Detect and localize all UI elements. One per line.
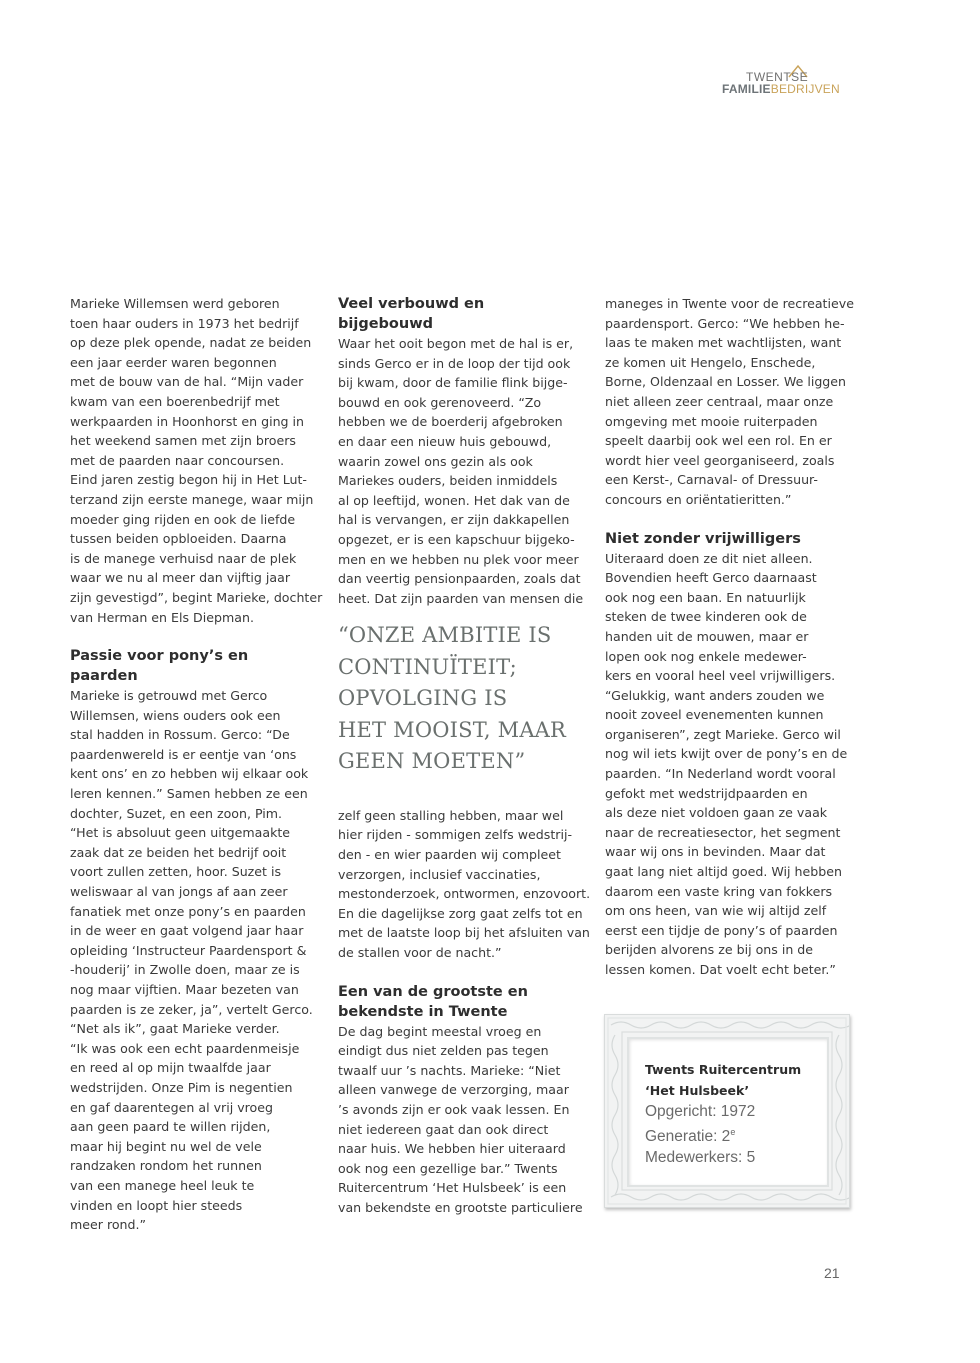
text-line: nog wil iets kwijt over de pony’s en de: [605, 746, 848, 762]
text-line: Uiteraard doen ze dit niet alleen.: [605, 550, 813, 566]
text-line: Ruitercentrum ‘Het Hulsbeek’ is een: [338, 1180, 567, 1196]
text-line: speelt daarbij ook wel een rol. En er: [605, 433, 832, 449]
text-line: en daar een nieuw huis gebouwd,: [338, 433, 552, 449]
text-line: men en we hebben nu plek voor meer: [338, 551, 579, 567]
text-line: niet iedereen gaat dan ook direct: [338, 1121, 549, 1137]
pull-quote: [338, 620, 584, 778]
text-line: niet alleen zeer centraal, maar onze: [605, 393, 834, 409]
heading-line: bekendste in Twente: [338, 1003, 508, 1020]
company-info: [645, 1059, 801, 1168]
text-line: twaalf uur ’s nachts. Marieke: “Niet: [338, 1062, 561, 1078]
text-line: maneges in Twente voor de recreatieve: [605, 296, 854, 311]
text-line: den - en wier paarden wij compleet: [338, 847, 561, 862]
text-line: en reed al op mijn twaalfde jaar: [70, 1060, 271, 1076]
text-line: een Kerst-, Carnaval- of Dressuur-: [605, 472, 818, 488]
body-paragraph: [338, 806, 591, 963]
section-heading-passie: Passie voor pony’s en paarden: [70, 648, 249, 685]
text-line: met de bouw van de hal. “Mijn vader: [70, 374, 304, 390]
text-line: maar hij begint nu wel de vele: [70, 1138, 262, 1154]
text-line: hal is vervangen, er zijn dakkapellen: [338, 512, 570, 528]
text-line: “Gelukkig, want anders zouden we: [605, 687, 825, 703]
text-line: hebben we de boerderij afgebroken: [338, 414, 563, 430]
text-line: toen haar ouders in 1973 het bedrijf: [70, 315, 299, 331]
text-line: berijden alvorens ze bij ons in de: [605, 942, 814, 958]
text-line: verzorgen, inclusief vaccinaties,: [338, 866, 541, 882]
text-line: De dag begint meestal vroeg en: [338, 1023, 542, 1039]
body-paragraph: [605, 294, 854, 510]
text-line: een jaar eerder waren begonnen: [70, 354, 277, 370]
text-line: op deze plek opende, nadat ze beiden: [70, 335, 312, 351]
body-paragraph: [70, 686, 316, 1235]
text-line: naar de recreatiesector, het segment: [605, 824, 841, 840]
text-line: alleen vanwege de verzorging, maar: [338, 1082, 569, 1098]
text-line: Bovendien heeft Gerco daarnaast: [605, 570, 817, 586]
page-number: 21: [824, 1265, 840, 1281]
text-line: gaat lang niet altijd goed. Wij hebben: [605, 864, 842, 880]
text-line: weliswaar al van jongs af aan zeer: [70, 884, 288, 900]
text-line: kwam van een boerenbedrijf met: [70, 393, 280, 409]
text-line: bouwd en ook gerenoveerd. “Zo: [338, 394, 542, 410]
text-line: werkpaarden in Hoonhorst en ging in: [70, 413, 305, 429]
text-line: naar huis. We hebben hier uiteraard: [338, 1141, 566, 1157]
text-line: meer rond.”: [70, 1217, 147, 1233]
text-line: randzaken rondom het runnen: [70, 1158, 262, 1174]
text-line: sinds Gerco er in de loop der tijd ook: [338, 355, 571, 371]
section-heading-grootste: [338, 982, 584, 1022]
text-line: En die dagelijkse zorg gaat zelfs tot en: [338, 905, 583, 921]
text-line: ook nog een gezellige bar.” Twents: [338, 1160, 558, 1176]
text-line: eerst een tijdje de pony’s of paarden: [605, 922, 838, 938]
text-line: handen uit de mouwen, maar er: [605, 628, 809, 644]
text-line: ook nog een baan. En natuurlijk: [605, 589, 806, 605]
logo-family-text: FAMILIE: [722, 82, 771, 96]
intro-paragraph: [70, 294, 323, 627]
quote-line: CONTINUÏTEIT;: [338, 654, 517, 679]
text-line: nog maar vijftien. Maar bezeten van: [70, 982, 299, 997]
body-paragraph: [605, 549, 851, 980]
text-line: nooit zoveel evenementen kunnen: [605, 707, 824, 723]
text-line: Marieke Willemsen werd geboren: [70, 296, 280, 311]
text-line: kent ons’ en zo hebben wij elkaar ook: [70, 766, 309, 782]
text-line: “Net als ik”, gaat Marieke verder.: [70, 1021, 280, 1037]
text-line: Waar het ooit begon met de hal is er,: [338, 336, 574, 351]
text-line: van bekendste en grootste particuliere: [338, 1199, 583, 1215]
logo-top-text: TWENTSE: [746, 70, 809, 84]
generation-suffix: e: [730, 1127, 736, 1137]
column-3: [605, 294, 854, 980]
text-line: ze komen uit Hengelo, Enschede,: [605, 354, 816, 370]
text-line: paarden is ze zeker, ja”, vertelt Gerco.: [70, 1001, 313, 1017]
text-line: waar wij ons in bevinden. Maar dat: [605, 844, 826, 860]
text-line: als deze niet voldoen gaan ze vaak: [605, 805, 828, 821]
text-line: daarom een vaste kring van fokkers: [605, 883, 833, 899]
generation: [645, 1122, 801, 1147]
text-line: het weekend samen met zijn broers: [70, 433, 296, 449]
text-line: heet. Dat zijn paarden van mensen die: [338, 590, 584, 606]
text-line: -houderij’ in Zwolle doen, maar ze is: [70, 962, 300, 978]
text-line: ’s avonds zijn er ook vaak lessen. En: [338, 1101, 570, 1117]
text-line: al op leeftijd, wonen. Het dak van de: [338, 492, 570, 508]
text-line: terzand zijn eerste manege, waar mijn: [70, 491, 314, 507]
text-line: om ons heen, van wie wij altijd zelf: [605, 903, 827, 919]
text-line: wordt hier veel georganiseerd, zoals: [605, 452, 835, 468]
company-info-frame: [604, 1014, 850, 1208]
logo-business-text: BEDRIJVEN: [770, 82, 840, 96]
generation-label: Generatie: 2: [645, 1128, 731, 1146]
text-line: is de manege verhuisd naar de plek: [70, 550, 297, 566]
section-heading-vrijwilligers: Niet zonder vrijwilligers: [605, 530, 801, 547]
text-line: Willemsen, wiens ouders ook een: [70, 707, 281, 723]
text-line: hier rijden - sommigen zelfs wedstrij-: [338, 827, 573, 843]
text-line: paarden. “In Nederland wordt vooral: [605, 766, 836, 782]
text-line: met de laatste loop bij het afsluiten van: [338, 925, 590, 941]
text-line: tussen beiden opbloeiden. Daarna: [70, 531, 287, 547]
text-line: Mariekes ouders, beiden inmiddels: [338, 473, 558, 489]
text-line: “Het is absoluut geen uitgemaakte: [70, 825, 291, 841]
text-line: fanatiek met onze pony’s en paarden: [70, 903, 306, 919]
section-heading-verbouwd: Veel verbouwd en bijgebouwd: [338, 296, 485, 332]
text-line: dochter, Suzet, en een zoon, Pim.: [70, 805, 283, 821]
text-line: wedstrijden. Onze Pim is negentien: [70, 1079, 293, 1095]
text-line: opleiding ‘Instructeur Paardensport &: [70, 942, 307, 958]
text-line: kers en vooral heel veel vrijwilligers.: [605, 668, 836, 684]
company-name-line2: ‘Het Hulsbeek’: [645, 1083, 750, 1098]
brand-logo: [722, 64, 862, 104]
text-line: steken de twee kinderen ook de: [605, 609, 807, 625]
quote-line: “ONZE AMBITIE IS: [338, 623, 552, 648]
text-line: bij kwam, door de familie flink bijge-: [338, 375, 568, 391]
text-line: stal hadden in Rossum. Gerco: “De: [70, 727, 290, 743]
text-line: mestonderzoek, ontwormen, enzovoort.: [338, 886, 591, 902]
body-paragraph: [338, 1022, 584, 1218]
text-line: met de paarden naar concoursen.: [70, 452, 285, 468]
text-line: voort zullen zetten, hoor. Suzet is: [70, 864, 282, 880]
heading-line: Een van de grootste en: [338, 983, 528, 1000]
logo-bottom-text: [722, 82, 840, 96]
body-paragraph: [338, 334, 584, 608]
text-line: leren kennen.” Samen hebben ze een: [70, 786, 308, 802]
quote-line: OPVOLGING IS: [338, 686, 508, 711]
text-line: waarin zowel ons gezin als ook: [338, 453, 533, 469]
text-line: opgezet, er is een kapschuur bijgeko-: [338, 531, 575, 547]
text-line: “Ik was ook een echt paardenmeisje: [70, 1040, 300, 1056]
text-line: concours en oriëntatieritten.”: [605, 491, 792, 507]
text-line: en gaf daarentegen al vrij vroeg: [70, 1099, 274, 1115]
text-line: aan geen paard te willen rijden,: [70, 1119, 271, 1135]
text-line: omgeving met mooie ruiterpaden: [605, 413, 818, 429]
founded-year: Opgericht: 1972: [645, 1103, 756, 1120]
text-line: van Herman en Els Diepman.: [70, 609, 254, 625]
text-line: lessen komen. Dat voelt echt beter.”: [605, 962, 836, 977]
text-line: van een manege heel leuk te: [70, 1177, 255, 1193]
column-1: [70, 294, 323, 1235]
text-line: paardensport. Gerco: “We hebben he-: [605, 315, 845, 331]
text-line: moeder ging rijden en ook de liefde: [70, 511, 296, 527]
company-name-line1: Twents Ruitercentrum: [645, 1062, 802, 1077]
text-line: waar we nu al meer dan vijftig jaar: [70, 570, 291, 586]
employee-count: Medewerkers: 5: [645, 1149, 756, 1167]
text-line: lopen ook nog enkele medewer-: [605, 648, 807, 664]
text-line: laas te maken met wachtlijsten, want: [605, 335, 842, 351]
text-line: in de weer en gaat volgend jaar haar: [70, 923, 304, 939]
quote-line: GEEN MOETEN”: [338, 749, 526, 774]
frame-inner-panel: [627, 1037, 829, 1187]
text-line: zelf geen stalling hebben, maar wel: [338, 807, 564, 823]
text-line: zaak dat ze beiden het bedrijf ooit: [70, 844, 287, 860]
text-line: organiseren”, zegt Marieke. Gerco wil: [605, 726, 841, 742]
text-line: de stallen voor de nacht.”: [338, 944, 502, 960]
text-line: Marieke is getrouwd met Gerco: [70, 688, 268, 704]
text-line: eindigt dus niet zelden pas tegen: [338, 1043, 549, 1059]
quote-line: HET MOOIST, MAAR: [338, 717, 567, 742]
text-line: paardenwereld is er eentje van ‘ons: [70, 746, 297, 762]
text-line: gefokt met wedstrijdpaarden en: [605, 785, 808, 801]
text-line: Borne, Oldenzaal en Losser. We liggen: [605, 374, 847, 390]
text-line: Eind jaren zestig begon hij in Het Lut-: [70, 472, 307, 488]
text-line: zijn gevestigd”, begint Marieke, dochter: [70, 589, 323, 605]
text-line: dan veertig pensionpaarden, zoals dat: [338, 571, 581, 587]
text-line: vinden en loopt hier steeds: [70, 1197, 243, 1213]
column-2: [338, 294, 591, 1218]
